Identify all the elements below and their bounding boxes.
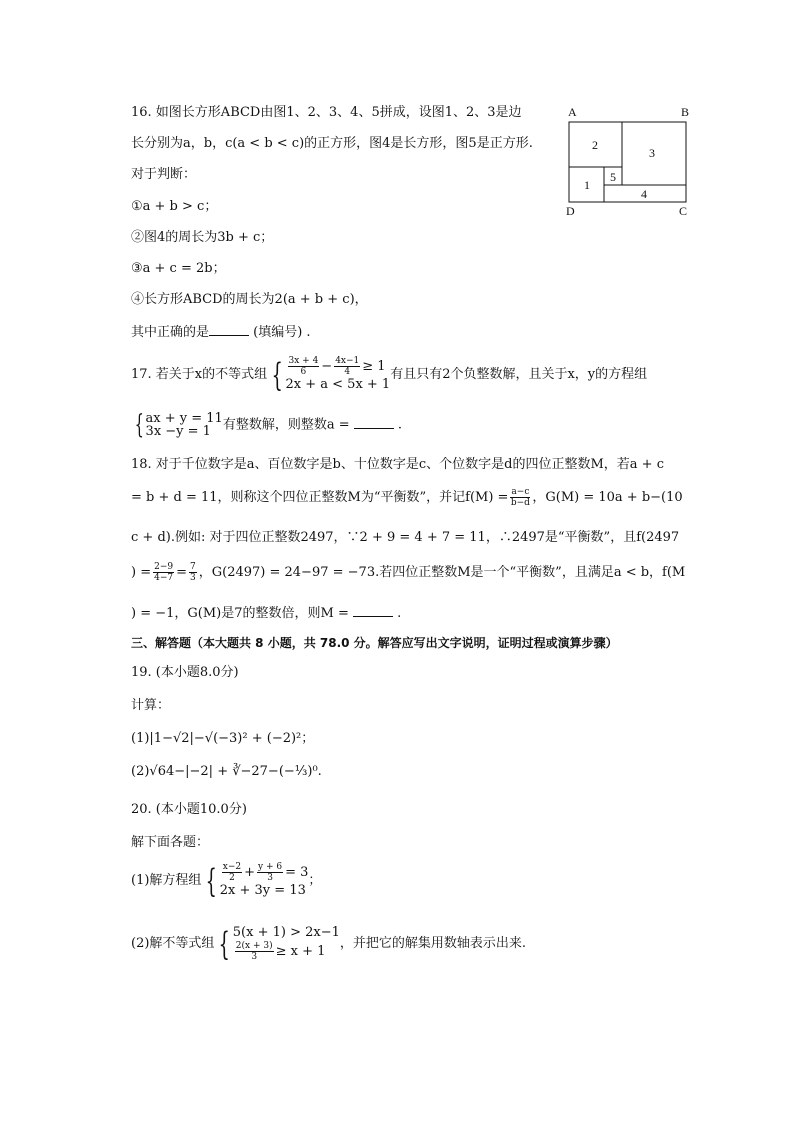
q17-answer-blank[interactable] (354, 416, 394, 429)
q17-inequality-system: { $\frac{3x + 4}{6}$ − $\frac{4x-1}{4}$ ≥ 1 2x + a < 5x + 1 (271, 355, 391, 394)
fig-label-a: A (568, 105, 577, 119)
q16-line3: 对于判断： (131, 167, 197, 182)
q16-option-1: ①a + b > c； (131, 199, 218, 214)
q18-line1: 18. 对于千位数字是a、百位数字是b、十位数字是c、个位数字是d的四位正整数M，若a + c (131, 457, 664, 472)
q20-head: 20. (本小题10.0分) (131, 802, 247, 817)
q20-ineq-row1: 5(x + 1) > 2x−1 (232, 925, 340, 940)
q16-answer-prefix: 其中正确的是 (131, 325, 210, 340)
q16-option-4: ④长方形ABCD的周长为2(a + b + c)， (131, 292, 368, 307)
q17-suffix: 有且只有2个负整数解，且关于x，y的方程组 (390, 367, 648, 382)
q18-fraction-result: $\frac{7}{3}$ (190, 562, 196, 583)
q20-part2: (2)解不等式组 { 5(x + 1) > 2x−1 $\frac{2(x + 3)}{3}$ ≥ x + 1 ，并把它的解集用数轴表示出来. (131, 924, 527, 963)
q17-line1 (131, 356, 647, 393)
q17-line2 (131, 412, 402, 438)
q19-part1: (1)|1−√2|−√(−3)² + (−2)²； (131, 731, 315, 746)
q20-equation-system: { $\frac{x-2}{2}$ + $\frac{y + 6}{3}$ = 3 2x + 3y = 13 (206, 861, 309, 900)
fig-label-b: B (681, 105, 690, 119)
q16-answer-suffix: (填编号) . (253, 325, 311, 340)
fig-label-c: C (679, 204, 688, 218)
section-3-heading: 三、解答题（本大题共 8 小题，共 78.0 分。解答应写出文字说明，证明过程或演算步骤） (131, 636, 618, 650)
q19-calc: 计算： (131, 698, 171, 713)
q18-fraction-example: $\frac{2-9}{4-7}$ (154, 562, 174, 583)
q17-eq-row2: 3x −y = 1 (145, 424, 211, 439)
q20-eq-row1: $\frac{x-2}{2}$ + $\frac{y + 6}{3}$ = 3 (222, 862, 309, 883)
fig-num-4: 4 (641, 187, 647, 201)
q16-option-3: ③a + c = 2b； (131, 261, 226, 276)
fig-num-5: 5 (610, 170, 616, 184)
q17-equation-system: { ax + y = 11 3x −y = 1 (134, 410, 223, 440)
q16-line1: 16. 如图长方形ABCD由图1、2、3、4、5拼成，设图1、2、3是边 (131, 105, 522, 120)
fig-label-d: D (566, 204, 575, 218)
q18-fraction-f: $\frac{a-c}{b-d}$ (510, 487, 530, 508)
rectangle-figure (563, 104, 703, 218)
q19-part2: (2)√64−|−2| + ∛−27−(−⅓)⁰. (131, 764, 322, 779)
q17-ineq-row2: 2x + a < 5x + 1 (285, 377, 391, 392)
fig-num-3: 3 (649, 146, 655, 160)
fig-num-2: 2 (592, 138, 598, 152)
q18-line4: ) = $\frac{2-9}{4-7}$ = $\frac{7}{3}$ ，G(2497) = 24−97 = −73.若四位正整数M是一个“平衡数”，且满足a < b，f(M (131, 562, 686, 583)
q18-line3: c + d).例如: 对于四位正整数2497，∵2 + 9 = 4 + 7 = 11，∴2497是“平衡数”，且f(2497 (131, 530, 680, 545)
q17-ineq-row1: $\frac{3x + 4}{6}$ − $\frac{4x-1}{4}$ ≥ 1 (288, 356, 386, 377)
q17-prefix: 17. 若关于x的不等式组 (131, 367, 268, 382)
q18-answer-blank[interactable] (353, 604, 393, 617)
q20-part1: (1)解方程组 { $\frac{x-2}{2}$ + $\frac{y + 6}{3}$ = 3 2x + 3y = 13 ； (131, 861, 322, 900)
q20-intro: 解下面各题： (131, 835, 210, 850)
q16-option-2: ②图4的周长为3b + c； (131, 230, 274, 245)
fig-num-1: 1 (584, 178, 590, 192)
q17-eq-row1: ax + y = 11 (145, 411, 223, 426)
q16-answer-blank[interactable] (209, 323, 249, 336)
q20-inequality-system: { 5(x + 1) > 2x−1 $\frac{2(x + 3)}{3}$ ≥ x + 1 (219, 924, 340, 963)
q16-line2: 长分别为a，b，c(a < b < c)的正方形，图4是长方形，图5是正方形. (131, 136, 533, 151)
q17-end: . (397, 417, 403, 433)
q17-tail: 有整数解，则整数a = (222, 417, 350, 433)
q19-head: 19. (本小题8.0分) (131, 665, 239, 680)
q20-ineq-row2: $\frac{2(x + 3)}{3}$ ≥ x + 1 (235, 941, 326, 962)
q18-line5: ) = −1，G(M)是7的整数倍，则M = . (131, 606, 402, 621)
q16-answer-line (131, 323, 311, 342)
q18-line2: = b + d = 11，则称这个四位正整数M为“平衡数”，并记f(M) = $\frac{a-c}{b-d}$ ，G(M) = 10a + b−(10 (131, 487, 683, 508)
q20-eq-row2: 2x + 3y = 13 (219, 883, 306, 898)
